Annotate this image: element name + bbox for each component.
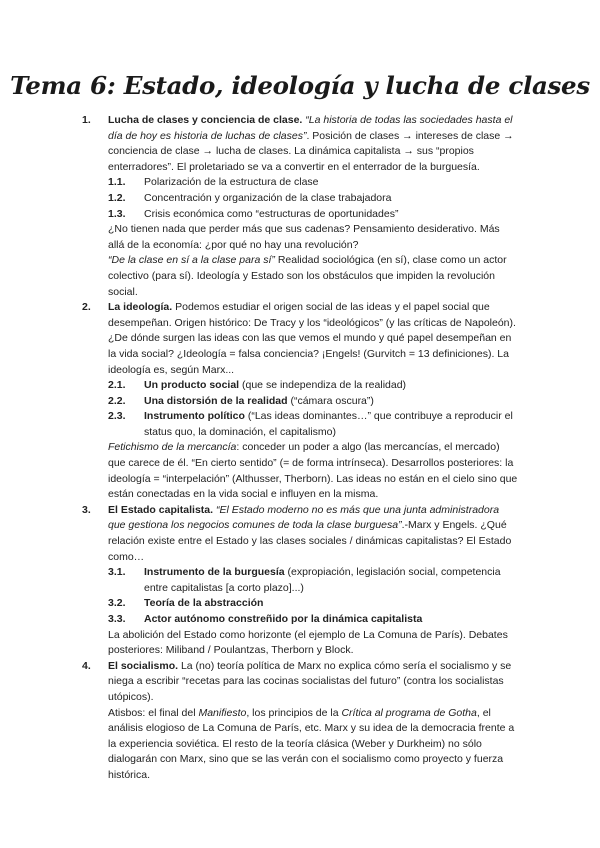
paragraph-text: La (no) teoría política de Marx no explica cómo sería el socialismo y se niega a escribir “recetas para las cocinas socialistas del futuro” (contra los socialistas utópicos). <box>108 659 512 703</box>
section-paragraph: La abolición del Estado como horizonte (el ejemplo de La Comuna de París). Debates posteriores: Miliband / Poulantzas, Therborn y Block. <box>108 628 508 657</box>
subsection-number: 3.2. <box>108 597 126 610</box>
emphasis: Fetichismo de la mercancía <box>108 441 237 454</box>
subsection-text: Polarización de la estructura de clase <box>144 176 319 189</box>
subsection-heading: Actor autónomo constreñido por la dinámica capitalista <box>144 613 423 625</box>
paragraph-text: , el análisis elogioso de La Comuna de París, etc. Marx y su idea de la democracia frente a la experiencia soviética. El resto de la teoría clásica (Weber y Durkheim) no sólo dialogarán con Marx, sino que se las verán con el socialismo como proyecto y fuerza histórica. <box>108 706 515 781</box>
book-title: Crítica al programa de Gotha <box>341 706 477 719</box>
section-paragraph <box>108 300 518 378</box>
subsection-2-3 <box>108 409 518 440</box>
subsection-number: 1.2. <box>108 191 126 204</box>
topic-list <box>0 113 600 784</box>
subsection-2-2 <box>108 394 518 410</box>
quote: “De la clase en sí a la clase para sí” <box>108 254 275 267</box>
paragraph-text: .-Marx y Engels. ¿Qué relación existe entre el Estado y las clases sociales / dinámicas capitalistas? El Estado como… <box>108 519 512 563</box>
subsection-number: 3.3. <box>108 613 126 625</box>
subsection-heading: Un producto social <box>144 379 240 392</box>
subsection-text: (“Las ideas dominantes…” que contribuye a reproducir el status quo, la dominación, el capitalismo) <box>144 410 513 438</box>
subsection-text: (que se independiza de la realidad) <box>239 379 407 392</box>
section-3 <box>0 503 600 659</box>
subsection-number: 2.3. <box>108 410 126 423</box>
subsection-1-3 <box>108 207 518 223</box>
subsection-heading: Una distorsión de la realidad <box>144 394 288 407</box>
book-title: Manifiesto <box>198 706 247 719</box>
subsection-number: 1.3. <box>108 207 126 220</box>
subsection-heading: Instrumento político <box>144 410 245 423</box>
paragraph-text: , los principios de la <box>246 706 342 719</box>
section-number: 3. <box>82 503 91 516</box>
subsection-heading: Instrumento de la burguesía <box>144 566 285 579</box>
section-2 <box>0 300 600 503</box>
section-number: 4. <box>82 659 91 672</box>
subsection-text: Crisis económica como “estructuras de oportunidades” <box>144 207 399 220</box>
section-heading: Lucha de clases y conciencia de clase. <box>108 114 303 126</box>
section-paragraph <box>108 706 518 784</box>
section-paragraph <box>108 440 518 502</box>
section-paragraph <box>108 659 518 706</box>
section-paragraph <box>108 503 518 565</box>
section-1 <box>0 113 600 300</box>
section-number: 1. <box>82 114 91 126</box>
paragraph-text: . Posición de clases → intereses de clase → conciencia de clase → lucha de clases. La dinámica capitalista → sus “propios enterradores”. El proletariado se va a convertir en el enterrador de la burguesía. <box>108 129 514 173</box>
subsection-number: 2.1. <box>108 379 126 392</box>
section-paragraph <box>108 253 518 300</box>
section-heading: El Estado capitalista. <box>108 503 214 516</box>
subsection-3-1 <box>108 565 518 596</box>
subsection-text: (“cámara oscura”) <box>287 394 374 407</box>
subsection-text: (expropiación, legislación social, competencia entre capitalistas [a corto plazo]...) <box>144 566 501 594</box>
subsection-heading: Teoría de la abstracción <box>144 597 264 610</box>
subsection-3-2 <box>108 596 518 612</box>
subsection-3-3 <box>108 612 518 628</box>
section-4 <box>0 659 600 784</box>
section-heading: La ideología. <box>108 301 173 314</box>
subsection-1-1 <box>108 175 518 191</box>
section-heading: El socialismo. <box>108 659 179 672</box>
paragraph-text: Atisbos: el final del <box>108 706 199 719</box>
paragraph-text: Podemos estudiar el origen social de las ideas y el papel social que desempeñan. Origen histórico: De Tracy y los “ideológicos” (y las críticas de Napoleón). ¿De dónde surgen las ideas con las que vemos el mundo y qué papel desempeñan en la vida social? ¿Ideología = falsa conciencia? ¡Engels! (Gurvitch = 13 definiciones). La ideología es, según Marx... <box>108 301 516 376</box>
subsection-number: 1.1. <box>108 176 126 189</box>
section-number: 2. <box>82 301 91 314</box>
subsection-2-1 <box>108 378 518 394</box>
paragraph-text: Realidad sociológica (en sí), clase como un actor colectivo (para sí). Ideología y Estado son los obstáculos que impiden la revolución social. <box>108 254 507 298</box>
paragraph-text: : conceder un poder a algo (las mercancías, el mercado) que carece de él. “En cierto sentido” (= de forma intrínseca). Desarrollos posteriores: la ideología = “interpelación” (Althusser, Therborn). Las ideas no están en el cielo sino que están conectadas en la vida social e influyen en la misma. <box>108 441 518 501</box>
quote: “El Estado moderno no es más que una junta administradora que gestiona los negocios comunes de toda la clase burguesa” <box>108 503 500 532</box>
section-paragraph: ¿No tienen nada que perder más que sus cadenas? Pensamiento desiderativo. Más allá de la economía: ¿por qué no hay una revolución? <box>108 223 500 251</box>
subsection-number: 3.1. <box>108 566 126 579</box>
page-title: Tema 6: Estado, ideología y lucha de clases <box>10 71 590 100</box>
subsection-number: 2.2. <box>108 394 126 407</box>
quote: “La historia de todas las sociedades hasta el día de hoy es historia de luchas de clases” <box>108 114 513 142</box>
subsection-1-2 <box>108 191 518 207</box>
subsection-text: Concentración y organización de la clase trabajadora <box>144 191 392 204</box>
section-paragraph <box>108 113 518 175</box>
